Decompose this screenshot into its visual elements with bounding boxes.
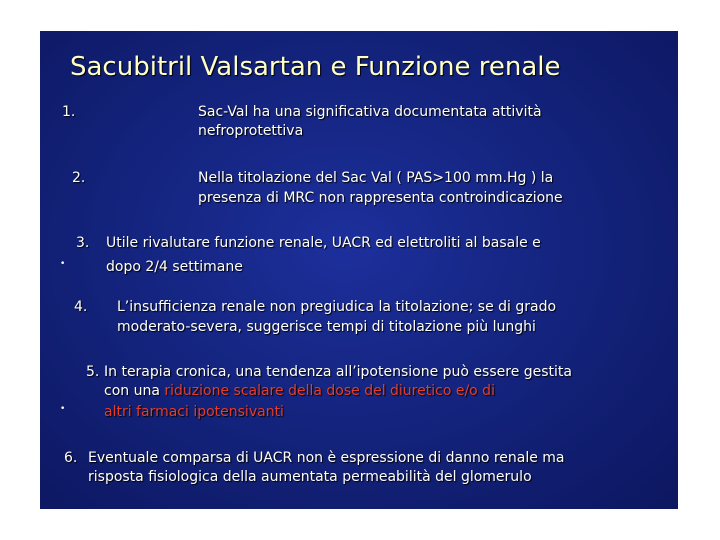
item-4-line-2: moderato-severa, suggerisce tempi di titolazione più lunghi <box>117 319 536 335</box>
item-1-number: 1. <box>62 104 76 120</box>
slide-title: Sacubitril Valsartan e Funzione renale <box>70 52 561 82</box>
item-1-line-2: nefroprotettiva <box>198 123 304 139</box>
item-6-line-2: risposta fisiologica della aumentata permeabilità del glomerulo <box>88 469 532 485</box>
item-5-line-2-highlight: riduzione scalare della dose del diuretico e/o di <box>164 383 495 399</box>
item-2-line-2: presenza di MRC non rappresenta controindicazione <box>198 190 563 206</box>
item-3-line-1: Utile rivalutare funzione renale, UACR ed elettroliti al basale e <box>106 235 541 251</box>
item-2-number: 2. <box>72 170 86 186</box>
item-4-line-1: L’insufficienza renale non pregiudica la titolazione; se di grado <box>117 299 557 315</box>
item-5-line-3-highlight: altri farmaci ipotensivanti <box>104 404 284 420</box>
slide <box>40 31 678 509</box>
bullet-marker-1: • <box>60 259 66 269</box>
item-6-number: 6. <box>64 450 78 466</box>
item-4-number: 4. <box>74 299 88 315</box>
item-1-line-1: Sac-Val ha una significativa documentata attività <box>198 104 542 120</box>
item-3-line-2: dopo 2/4 settimane <box>106 259 243 275</box>
bullet-marker-2: • <box>60 404 66 414</box>
item-5-line-2 <box>104 382 495 401</box>
item-2-line-1: Nella titolazione del Sac Val ( PAS>100 mm.Hg ) la <box>198 170 554 186</box>
item-3-number: 3. <box>76 235 90 251</box>
item-5-number: 5. <box>86 364 100 380</box>
item-6-line-1: Eventuale comparsa di UACR non è espressione di danno renale ma <box>88 450 565 466</box>
item-5-line-1: In terapia cronica, una tendenza all’ipotensione può essere gestita <box>104 364 573 380</box>
item-5-line-2-plain: con una <box>104 383 165 399</box>
